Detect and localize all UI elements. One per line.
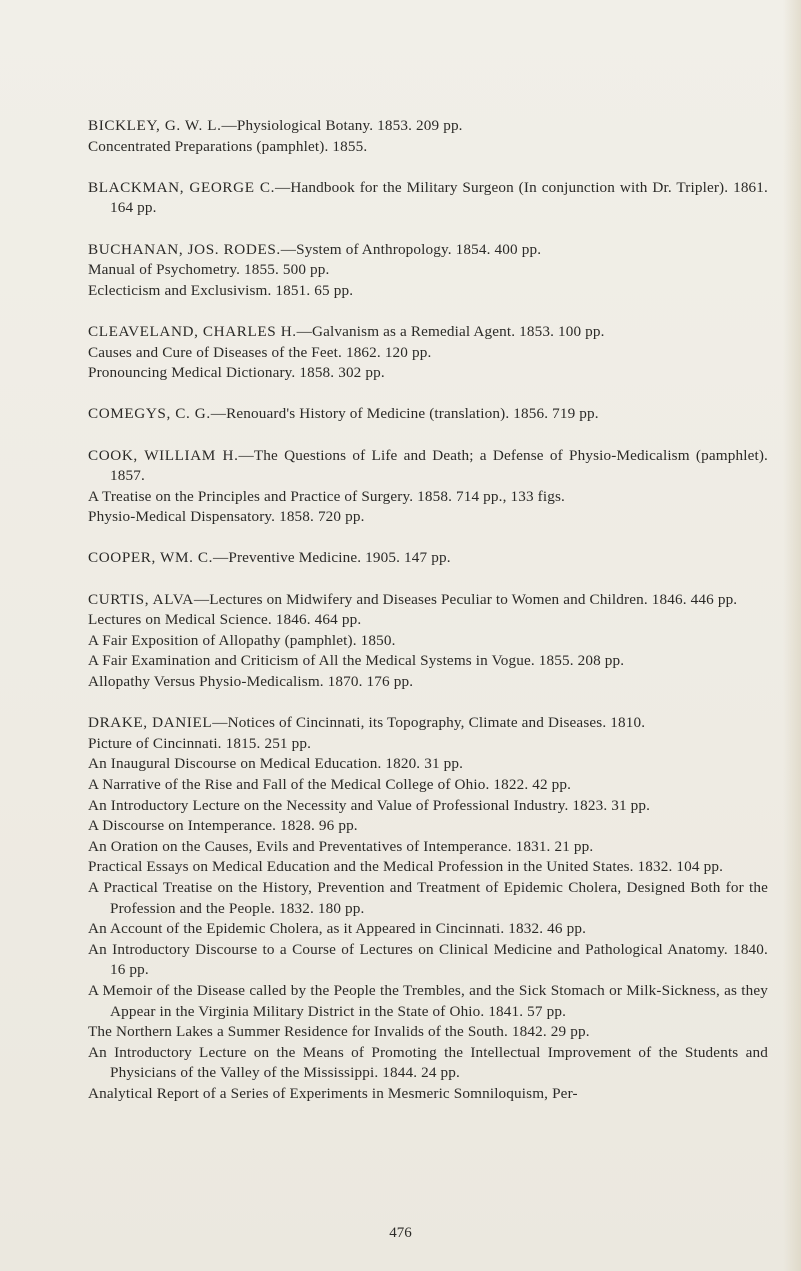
- entry-work: [88, 775, 768, 796]
- work-title: A Fair Examination and Criticism of All the Medical Systems in Vogue. 1855. 208 pp.: [88, 652, 625, 670]
- entry-author: COOK, WILLIAM H.: [88, 446, 239, 464]
- bibliography-entry: [88, 178, 768, 219]
- entry-work: [88, 1043, 768, 1084]
- work-title: Physio-Medical Dispensatory. 1858. 720 pp.: [88, 508, 365, 526]
- work-title: Practical Essays on Medical Education and the Medical Profession in the United States. 1832. 104 pp.: [88, 858, 724, 876]
- entry-work: [88, 981, 768, 1022]
- entry-work: [88, 363, 768, 384]
- work-title: System of Anthropology. 1854. 400 pp.: [296, 240, 542, 258]
- entry-author: BLACKMAN, GEORGE C.: [88, 178, 276, 196]
- work-title: An Inaugural Discourse on Medical Education. 1820. 31 pp.: [88, 755, 464, 773]
- work-title: Eclecticism and Exclusivism. 1851. 65 pp.: [88, 281, 354, 299]
- entry-work: [88, 487, 768, 508]
- bibliography-entry: [88, 116, 768, 157]
- entry-work: [88, 837, 768, 858]
- entry-author: CURTIS, ALVA: [88, 590, 194, 608]
- bibliography-entry: [88, 548, 768, 569]
- entry-first-work: [88, 446, 768, 487]
- entry-work: [88, 281, 768, 302]
- entry-work: [88, 754, 768, 775]
- entry-author: COOPER, WM. C.: [88, 549, 213, 567]
- entry-first-work: [88, 404, 768, 425]
- entry-work: [88, 507, 768, 528]
- entry-author: DRAKE, DANIEL: [88, 714, 213, 732]
- work-title: A Memoir of the Disease called by the People the Trembles, and the Sick Stomach or Milk-Sickness, as they Appear in the Virginia Military District in the State of Ohio. 1841. 57 pp.: [88, 981, 768, 1020]
- work-title: Concentrated Preparations (pamphlet). 1855.: [88, 137, 368, 155]
- work-title: An Introductory Discourse to a Course of Lectures on Clinical Medicine and Pathological Anatomy. 1840. 16 pp.: [88, 940, 768, 979]
- work-title: Analytical Report of a Series of Experiments in Mesmeric Somniloquism, Per-: [88, 1084, 578, 1102]
- bibliography-entry: [88, 713, 768, 1104]
- work-title: A Narrative of the Rise and Fall of the Medical College of Ohio. 1822. 42 pp.: [88, 776, 572, 793]
- entry-work: [88, 796, 768, 817]
- author-dash: —: [212, 714, 228, 732]
- author-dash: —: [213, 549, 229, 567]
- work-title: An Account of the Epidemic Cholera, as it Appeared in Cincinnati. 1832. 46 pp.: [88, 920, 587, 938]
- entry-work: [88, 919, 768, 940]
- work-title: Galvanism as a Remedial Agent. 1853. 100 pp.: [312, 322, 605, 340]
- author-dash: —: [280, 240, 297, 258]
- entry-author: COMEGYS, C. G.: [88, 405, 211, 423]
- bibliography-entry: [88, 322, 768, 384]
- author-dash: —: [221, 117, 237, 134]
- entry-author: BICKLEY, G. W. L.: [88, 117, 222, 134]
- entry-author: CLEAVELAND, CHARLES H.: [88, 322, 297, 340]
- entry-work: [88, 816, 768, 837]
- work-title: Picture of Cincinnati. 1815. 251 pp.: [88, 734, 312, 752]
- work-title: Renouard's History of Medicine (translation). 1856. 719 pp.: [226, 405, 599, 423]
- entry-first-work: [88, 116, 768, 137]
- entry-first-work: [88, 178, 768, 219]
- entry-work: [88, 857, 768, 878]
- entry-work: [88, 1084, 768, 1105]
- work-title: Preventive Medicine. 1905. 147 pp.: [228, 549, 451, 567]
- bibliography-entry: [88, 404, 768, 425]
- entry-work: [88, 260, 768, 281]
- entry-work: [88, 672, 768, 693]
- work-title: The Questions of Life and Death; a Defense of Physio-Medicalism (pamphlet). 1857.: [110, 446, 768, 485]
- entry-first-work: [88, 548, 768, 569]
- bibliography-entry: [88, 240, 768, 302]
- work-title: Causes and Cure of Diseases of the Feet. 1862. 120 pp.: [88, 343, 432, 361]
- author-dash: —: [275, 178, 291, 196]
- entry-work: [88, 734, 768, 755]
- entry-work: [88, 631, 768, 652]
- entry-work: [88, 878, 768, 919]
- work-title: Lectures on Medical Science. 1846. 464 pp.: [88, 611, 362, 629]
- work-title: Manual of Psychometry. 1855. 500 pp.: [88, 261, 330, 279]
- work-title: Allopathy Versus Physio-Medicalism. 1870. 176 pp.: [88, 673, 414, 691]
- author-dash: —: [296, 322, 313, 340]
- entry-first-work: [88, 240, 768, 261]
- work-title: Physiological Botany. 1853. 209 pp.: [236, 117, 463, 134]
- work-title: Notices of Cincinnati, its Topography, Climate and Diseases. 1810.: [227, 714, 646, 732]
- author-dash: —: [238, 446, 254, 464]
- entry-first-work: [88, 590, 768, 611]
- page-number: 476: [389, 1225, 412, 1241]
- bibliography-entry: [88, 590, 768, 693]
- bibliography-entry: [88, 446, 768, 528]
- work-title: The Northern Lakes a Summer Residence for Invalids of the South. 1842. 29 pp.: [88, 1023, 590, 1041]
- work-title: A Practical Treatise on the History, Prevention and Treatment of Epidemic Cholera, Designed Both for the Profession and the People. 1832. 180 pp.: [88, 878, 768, 917]
- entry-work: [88, 1022, 768, 1043]
- entry-work: [88, 343, 768, 364]
- entry-work: [88, 137, 768, 158]
- entry-work: [88, 940, 768, 981]
- entry-work: [88, 610, 768, 631]
- work-title: Pronouncing Medical Dictionary. 1858. 302 pp.: [88, 364, 385, 382]
- work-title: A Fair Exposition of Allopathy (pamphlet). 1850.: [88, 631, 396, 649]
- entry-author: BUCHANAN, JOS. RODES.: [88, 240, 281, 258]
- author-dash: —: [210, 405, 227, 423]
- work-title: An Oration on the Causes, Evils and Preventatives of Intemperance. 1831. 21 pp.: [88, 837, 594, 855]
- work-title: An Introductory Lecture on the Means of Promoting the Intellectual Improvement of the Students and Physicians of the Valley of the Mississippi. 1844. 24 pp.: [88, 1043, 768, 1082]
- work-title: An Introductory Lecture on the Necessity and Value of Professional Industry. 1823. 31 pp.: [88, 796, 651, 814]
- entry-first-work: [88, 713, 768, 734]
- work-title: A Treatise on the Principles and Practice of Surgery. 1858. 714 pp., 133 figs.: [88, 487, 565, 505]
- work-title: A Discourse on Intemperance. 1828. 96 pp.: [88, 817, 358, 835]
- bibliography-list: [88, 116, 768, 1125]
- entry-first-work: [88, 322, 768, 343]
- entry-work: [88, 651, 768, 672]
- work-title: Handbook for the Military Surgeon (In conjunction with Dr. Tripler). 1861. 164 pp.: [110, 178, 768, 217]
- page-edge-shading: [783, 0, 801, 1271]
- work-title: Lectures on Midwifery and Diseases Peculiar to Women and Children. 1846. 446 pp.: [209, 590, 738, 608]
- author-dash: —: [193, 590, 210, 608]
